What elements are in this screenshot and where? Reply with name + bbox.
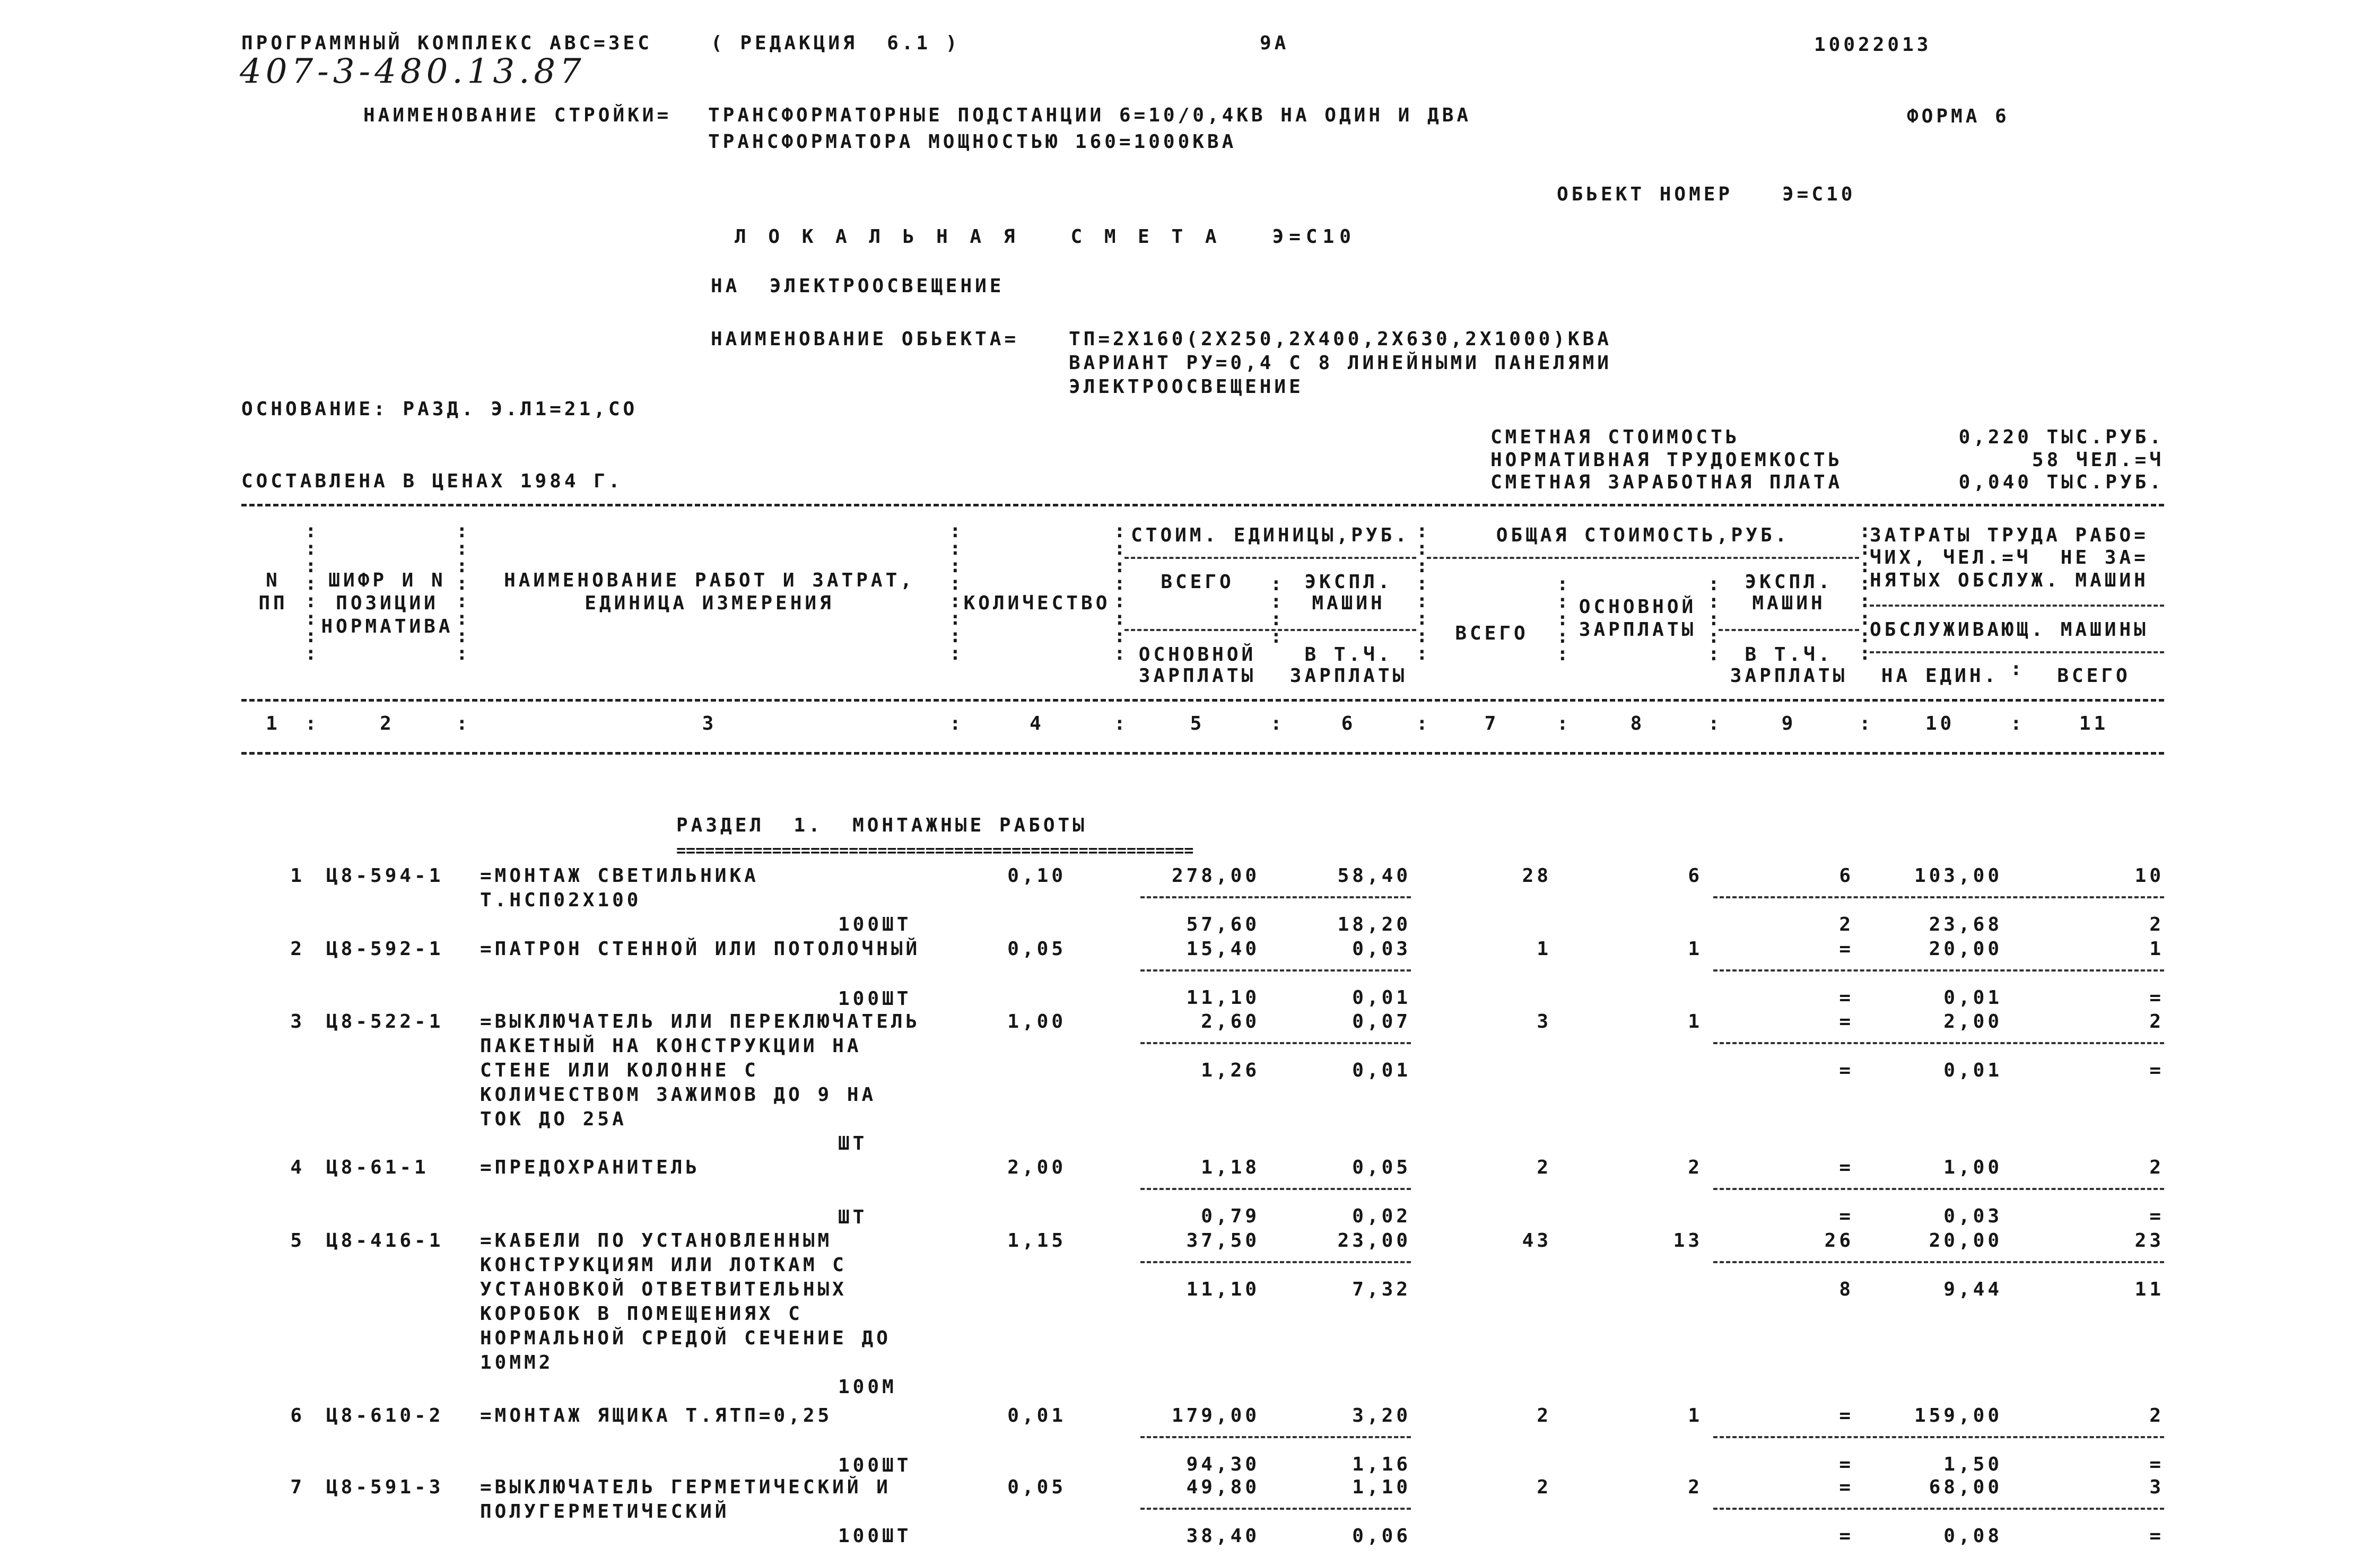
row-6-unit-salary: 94,30 [1186, 1454, 1260, 1475]
col-3-head-a: НАИМЕНОВАНИЕ РАБОТ И ЗАТРАТ, [504, 570, 915, 591]
col-separator: : [456, 713, 468, 734]
col-separator: : [1859, 713, 1871, 734]
section-title: РАЗДЕЛ 1. МОНТАЖНЫЕ РАБОТЫ [676, 815, 1087, 836]
row-4-unit-total: 1,18 [1201, 1157, 1260, 1178]
col-number: 8 [1630, 713, 1645, 734]
row-1-machine-salary: 2 [1839, 914, 1854, 935]
object-number-label: ОБЬЕКТ НОМЕР [1557, 183, 1733, 205]
col-6a-head-a: ЭКСПЛ. [1304, 571, 1393, 593]
row-4-total: 2 [1537, 1157, 1551, 1178]
row-2-unit-total: 15,40 [1186, 938, 1260, 960]
row-4-code: Ц8-61-1 [326, 1157, 429, 1178]
basis: ОСНОВАНИЕ: РАЗД. Э.Л1=21,СО [241, 398, 638, 420]
row-5-qty: 1,15 [1007, 1230, 1066, 1252]
row-5-name-line: КОРОБОК В ПОМЕЩЕНИЯХ С [480, 1303, 803, 1325]
row-1-total-machines: 6 [1839, 865, 1854, 887]
col-separator: : : : : : : : : [305, 520, 317, 664]
row-7-machine-salary: = [1839, 1525, 1854, 1547]
row-3-name-line: КОЛИЧЕСТВОМ ЗАЖИМОВ ДО 9 НА [480, 1084, 877, 1106]
row-6-unit-total: 179,00 [1171, 1405, 1260, 1427]
col-separator: : [305, 713, 317, 734]
row-5-name-line: УСТАНОВКОЙ ОТВЕТВИТЕЛЬНЫХ [480, 1279, 847, 1300]
row-4-labor-unit-2: 0,03 [1943, 1205, 2002, 1227]
row-2-total-machines: = [1839, 938, 1854, 960]
row-4-qty: 2,00 [1007, 1157, 1066, 1178]
row-4-labor-total: 2 [2149, 1157, 2164, 1178]
row-5-name-line: КОНСТРУКЦИЯМ ИЛИ ЛОТКАМ С [480, 1254, 847, 1276]
col-separator: : : : : [1270, 573, 1282, 648]
col-number: 10 [1925, 713, 1955, 734]
object-name-line-1: ТП=2Х160(2Х250,2Х400,2Х630,2Х1000)КВА [1069, 328, 1612, 350]
row-2-qty: 0,05 [1007, 938, 1066, 960]
col-8-head-a: ОСНОВНОЙ [1579, 596, 1697, 618]
row-5-unit-salary: 11,10 [1186, 1279, 1260, 1300]
row-1-unit-salary: 57,60 [1186, 914, 1260, 935]
row-6-labor-total: 2 [2149, 1405, 2164, 1427]
object-number: Э=С10 [1782, 183, 1856, 205]
col-9a-head-a: ЭКСПЛ. [1745, 571, 1833, 593]
col-2-head-c: НОРМАТИВА [321, 616, 454, 637]
estimate-title: Л О К А Л Ь Н А Я С М Е Т А Э=С10 [735, 226, 1356, 248]
construction-line-1: ТРАНСФОРМАТОРНЫЕ ПОДСТАНЦИИ 6=10/0,4КВ НА ОДИН И ДВА [708, 104, 1472, 126]
row-3-unit-of-measure: ШТ [838, 1133, 868, 1154]
summary-value-labor: 58 ЧЕЛ.=Ч [2032, 449, 2164, 471]
handwritten-number: 407-3-480.13.87 [240, 52, 586, 91]
row-7-code: Ц8-591-3 [326, 1476, 444, 1498]
col-number: 11 [2079, 713, 2109, 734]
row-2-number: 2 [290, 938, 305, 960]
row-1-number: 1 [290, 865, 305, 887]
row-5-total-machines: 26 [1824, 1230, 1854, 1252]
col-separator: : : : : : : : : [949, 520, 961, 664]
row-7-number: 7 [290, 1476, 305, 1498]
col-separator: : : : : : [1708, 573, 1720, 665]
object-name-line-2: ВАРИАНТ РУ=0,4 С 8 ЛИНЕЙНЫМИ ПАНЕЛЯМИ [1069, 352, 1612, 374]
row-3-qty: 1,00 [1007, 1011, 1066, 1033]
unit-cost-head: СТОИМ. ЕДИНИЦЫ,РУБ. [1131, 524, 1410, 546]
row-6-total-salary: 1 [1688, 1405, 1703, 1427]
edition: ( РЕДАКЦИЯ 6.1 ) [711, 32, 961, 54]
col-number: 6 [1341, 713, 1356, 734]
col-10-head: НА ЕДИН. [1881, 665, 1999, 687]
row-7-total-machines: = [1839, 1476, 1854, 1498]
row-2-unit-machine-salary: 0,01 [1352, 987, 1411, 1009]
row-5-labor-unit: 20,00 [1929, 1230, 2002, 1252]
row-7-unit-machines: 1,10 [1352, 1476, 1411, 1498]
summary-value-cost: 0,220 ТЫС.РУБ. [1958, 426, 2164, 448]
row-1-labor-unit: 103,00 [1914, 865, 2002, 887]
col-separator: : [1708, 713, 1720, 734]
row-1-unit-total: 278,00 [1171, 865, 1260, 887]
row-7-labor-unit: 68,00 [1929, 1476, 2002, 1498]
row-5-total-salary: 13 [1673, 1230, 1703, 1252]
row-7-sub-rule [1140, 1508, 1411, 1510]
col-5b-head-b: ЗАРПЛАТЫ [1138, 665, 1257, 687]
col-2-head-a: ШИФР И N [328, 570, 446, 591]
row-3-sub-rule [1140, 1042, 1411, 1044]
row-3-unit-salary: 1,26 [1201, 1060, 1260, 1081]
row-2-unit-salary: 11,10 [1186, 987, 1260, 1009]
row-4-name-line: =ПРЕДОХРАНИТЕЛЬ [480, 1157, 701, 1178]
object-name-label: НАИМЕНОВАНИЕ ОБЬЕКТА= [711, 328, 1019, 350]
row-3-total-salary: 1 [1688, 1011, 1703, 1033]
row-7-unit-of-measure: 100ШТ [838, 1525, 912, 1547]
col-6b-head-b: ЗАРПЛАТЫ [1289, 665, 1408, 687]
row-5-total: 43 [1522, 1230, 1551, 1252]
row-6-sub-rule [1140, 1436, 1411, 1438]
page-mark: 9А [1260, 32, 1289, 54]
row-1-sub-rule [1713, 896, 2164, 898]
col-separator: : [1557, 713, 1568, 734]
row-5-sub-rule [1140, 1261, 1411, 1263]
row-5-name-line: =КАБЕЛИ ПО УСТАНОВЛЕННЫМ [480, 1230, 833, 1252]
row-4-labor-total-2: = [2149, 1205, 2164, 1227]
row-6-total-machines: = [1839, 1405, 1854, 1427]
row-6-unit-machine-salary: 1,16 [1352, 1454, 1411, 1475]
row-4-sub-rule [1140, 1188, 1411, 1190]
total-cost-head: ОБЩАЯ СТОИМОСТЬ,РУБ. [1496, 524, 1790, 546]
col-3-head-b: ЕДИНИЦА ИЗМЕРЕНИЯ [585, 592, 834, 614]
summary-label-labor: НОРМАТИВНАЯ ТРУДОЕМКОСТЬ [1490, 449, 1843, 471]
row-3-unit-total: 2,60 [1201, 1011, 1260, 1033]
row-6-qty: 0,01 [1007, 1405, 1066, 1427]
program-name: ПРОГРАММНЫЙ КОМПЛЕКС АВС=3ЕС [241, 32, 652, 54]
object-name-line-3: ЭЛЕКТРООСВЕЩЕНИЕ [1069, 376, 1304, 398]
summary-value-salary: 0,040 ТЫС.РУБ. [1958, 471, 2164, 493]
row-3-labor-unit-2: 0,01 [1943, 1060, 2002, 1081]
header-bottom-rule [241, 699, 2164, 702]
row-7-name-line: =ВЫКЛЮЧАТЕЛЬ ГЕРМЕТИЧЕСКИЙ И [480, 1476, 891, 1498]
row-5-unit-machine-salary: 7,32 [1352, 1279, 1411, 1300]
row-5-unit-machines: 23,00 [1337, 1230, 1411, 1252]
row-2-total-salary: 1 [1688, 938, 1703, 960]
row-2-machine-salary: = [1839, 987, 1854, 1009]
summary-label-salary: СМЕТНАЯ ЗАРАБОТНАЯ ПЛАТА [1490, 471, 1843, 493]
row-1-labor-unit-2: 23,68 [1929, 914, 2002, 935]
labor-rule-2 [1870, 651, 2164, 653]
row-2-code: Ц8-592-1 [326, 938, 444, 960]
row-1-unit-machines: 58,40 [1337, 865, 1411, 887]
estimate-subject: НА ЭЛЕКТРООСВЕЩЕНИЕ [711, 275, 1005, 297]
row-1-unit-of-measure: 100ШТ [838, 914, 912, 935]
col-separator: : [949, 713, 961, 734]
row-7-unit-machine-salary: 0,06 [1352, 1525, 1411, 1547]
row-2-labor-total-2: = [2149, 987, 2164, 1009]
col-separator: : [2010, 658, 2022, 680]
col-9a-head-b: МАШИН [1752, 592, 1826, 614]
col-5a-head: ВСЕГО [1161, 571, 1234, 593]
row-7-total-salary: 2 [1688, 1476, 1703, 1498]
labor-head-1: ЗАТРАТЫ ТРУДА РАБО= [1870, 524, 2149, 546]
row-4-total-machines: = [1839, 1157, 1854, 1178]
col-5b-head-a: ОСНОВНОЙ [1138, 644, 1257, 666]
col-6a-head-b: МАШИН [1312, 592, 1385, 614]
row-2-labor-unit-2: 0,01 [1943, 987, 2002, 1009]
section-underline: ====================================================== [676, 842, 1194, 860]
row-3-code: Ц8-522-1 [326, 1011, 444, 1033]
form-label: ФОРМА 6 [1907, 106, 2010, 127]
col-number: 7 [1484, 713, 1500, 734]
row-6-machine-salary: = [1839, 1454, 1854, 1475]
row-6-sub-rule [1713, 1436, 2164, 1438]
row-7-qty: 0,05 [1007, 1476, 1066, 1498]
row-7-labor-unit-2: 0,08 [1943, 1525, 2002, 1547]
row-7-unit-salary: 38,40 [1186, 1525, 1260, 1547]
row-3-total: 3 [1537, 1011, 1551, 1033]
col-number: 2 [380, 713, 395, 734]
col-1-head-b: ПП [258, 592, 288, 614]
labor-head-2: ЧИХ, ЧЕЛ.=Ч НЕ ЗА= [1870, 547, 2149, 568]
col-separator: : [1270, 713, 1282, 734]
row-3-name-line: =ВЫКЛЮЧАТЕЛЬ ИЛИ ПЕРЕКЛЮЧАТЕЛЬ [480, 1011, 921, 1033]
row-1-total-salary: 6 [1688, 865, 1703, 887]
row-4-sub-rule [1713, 1188, 2164, 1190]
row-4-number: 4 [290, 1157, 305, 1178]
col-9b-head-a: В Т.Ч. [1745, 644, 1833, 666]
row-1-sub-rule [1140, 896, 1411, 898]
row-1-total: 28 [1522, 865, 1551, 887]
row-1-qty: 0,10 [1007, 865, 1066, 887]
row-5-unit-total: 37,50 [1186, 1230, 1260, 1252]
col-separator: : [1114, 713, 1126, 734]
row-4-machine-salary: = [1839, 1205, 1854, 1227]
col-1-head-a: N [266, 570, 281, 591]
row-2-unit-of-measure: 100ШТ [838, 988, 912, 1010]
col-separator: : : : : : : : : [1416, 520, 1428, 664]
row-5-unit-of-measure: 100М [838, 1376, 897, 1398]
row-6-unit-of-measure: 100ШТ [838, 1455, 912, 1476]
row-3-machine-salary: = [1839, 1060, 1854, 1081]
row-3-name-line: СТЕНЕ ИЛИ КОЛОННЕ С [480, 1060, 759, 1081]
table-top-rule [241, 504, 2164, 506]
col-separator: : : : : : : : : [1114, 520, 1126, 664]
row-7-total: 2 [1537, 1476, 1551, 1498]
construction-label: НАИМЕНОВАНИЕ СТРОЙКИ= [363, 104, 672, 126]
total-cost-rule [1427, 557, 1859, 559]
row-2-name-line: =ПАТРОН СТЕННОЙ ИЛИ ПОТОЛОЧНЫЙ [480, 938, 921, 960]
col-separator: : : : : : : : : [456, 520, 468, 664]
row-3-labor-total: 2 [2149, 1011, 2164, 1033]
labor-head-4: ОБСЛУЖИВАЮЩ. МАШИНЫ [1870, 619, 2149, 641]
col-separator: : : : : : : : : [1859, 520, 1871, 664]
row-2-labor-unit: 20,00 [1929, 938, 2002, 960]
row-5-labor-unit-2: 9,44 [1943, 1279, 2002, 1300]
row-2-sub-rule [1713, 969, 2164, 972]
row-3-total-machines: = [1839, 1011, 1854, 1033]
row-6-labor-total-2: = [2149, 1454, 2164, 1475]
row-6-total: 2 [1537, 1405, 1551, 1427]
row-4-unit-of-measure: ШТ [838, 1206, 868, 1228]
row-5-labor-total: 23 [2134, 1230, 2164, 1252]
col-number: 9 [1781, 713, 1797, 734]
row-4-total-salary: 2 [1688, 1157, 1703, 1178]
row-3-unit-machine-salary: 0,01 [1352, 1060, 1411, 1081]
row-7-labor-total: 3 [2149, 1476, 2164, 1498]
row-5-code: Ц8-416-1 [326, 1230, 444, 1252]
row-4-unit-machines: 0,05 [1352, 1157, 1411, 1178]
row-1-name-line: Т.НСП02Х100 [480, 889, 642, 911]
row-6-name-line: =МОНТАЖ ЯЩИКА Т.ЯТП=0,25 [480, 1405, 833, 1427]
row-3-name-line: ТОК ДО 25А [480, 1108, 627, 1130]
labor-rule-1 [1870, 605, 2164, 607]
row-1-labor-total: 10 [2134, 865, 2164, 887]
summary-label-cost: СМЕТНАЯ СТОИМОСТЬ [1490, 426, 1740, 448]
prices-year: СОСТАВЛЕНА В ЦЕНАХ 1984 Г. [241, 470, 623, 492]
row-1-unit-machine-salary: 18,20 [1337, 914, 1411, 935]
col-separator: : : : : : [1557, 573, 1568, 665]
row-6-number: 6 [290, 1405, 305, 1427]
row-5-name-line: 10ММ2 [480, 1352, 554, 1373]
col-separator: : [1416, 713, 1428, 734]
row-5-number: 5 [290, 1230, 305, 1252]
unit-cost-rule [1124, 557, 1416, 559]
row-3-unit-machines: 0,07 [1352, 1011, 1411, 1033]
row-7-labor-total-2: = [2149, 1525, 2164, 1547]
row-3-labor-unit: 2,00 [1943, 1011, 2002, 1033]
row-1-labor-total-2: 2 [2149, 914, 2164, 935]
row-2-labor-total: 1 [2149, 938, 2164, 960]
col-9-mid-rule [1719, 629, 1859, 631]
row-7-sub-rule [1713, 1508, 2164, 1510]
row-4-labor-unit: 1,00 [1943, 1157, 2002, 1178]
row-2-sub-rule [1140, 969, 1411, 972]
doc-code: 10022013 [1814, 34, 1932, 56]
col-separator: : [2010, 713, 2022, 734]
col-8-head-b: ЗАРПЛАТЫ [1579, 619, 1697, 641]
row-4-unit-salary: 0,79 [1201, 1205, 1260, 1227]
row-6-code: Ц8-610-2 [326, 1405, 444, 1427]
row-5-sub-rule [1713, 1261, 2164, 1263]
numbers-bottom-rule [241, 752, 2164, 755]
unit-cost-mid-rule [1124, 629, 1416, 631]
row-3-sub-rule [1713, 1042, 2164, 1044]
row-3-number: 3 [290, 1011, 305, 1033]
row-7-name-line: ПОЛУГЕРМЕТИЧЕСКИЙ [480, 1501, 730, 1523]
col-6b-head-a: В Т.Ч. [1304, 644, 1393, 666]
row-5-name-line: НОРМАЛЬНОЙ СРЕДОЙ СЕЧЕНИЕ ДО [480, 1327, 891, 1349]
col-number: 5 [1190, 713, 1205, 734]
row-5-machine-salary: 8 [1839, 1279, 1854, 1300]
col-9b-head-b: ЗАРПЛАТЫ [1730, 665, 1848, 687]
row-3-labor-total-2: = [2149, 1060, 2164, 1081]
col-number: 1 [266, 713, 281, 734]
row-5-labor-total-2: 11 [2134, 1279, 2164, 1300]
row-6-unit-machines: 3,20 [1352, 1405, 1411, 1427]
row-6-labor-unit: 159,00 [1914, 1405, 2002, 1427]
col-11-head: ВСЕГО [2057, 665, 2131, 687]
col-4-head: КОЛИЧЕСТВО [963, 592, 1111, 614]
col-2-head-b: ПОЗИЦИИ [336, 592, 439, 614]
row-3-name-line: ПАКЕТНЫЙ НА КОНСТРУКЦИИ НА [480, 1035, 862, 1057]
construction-line-2: ТРАНСФОРМАТОРА МОЩНОСТЬЮ 160=1000КВА [708, 131, 1237, 153]
row-2-total: 1 [1537, 938, 1551, 960]
row-4-unit-machine-salary: 0,02 [1352, 1205, 1411, 1227]
row-6-labor-unit-2: 1,50 [1943, 1454, 2002, 1475]
col-number: 4 [1030, 713, 1044, 734]
labor-head-3: НЯТЫХ ОБСЛУЖ. МАШИН [1870, 570, 2149, 591]
row-1-name-line: =МОНТАЖ СВЕТИЛЬНИКА [480, 865, 759, 887]
row-7-unit-total: 49,80 [1186, 1476, 1260, 1498]
col-number: 3 [702, 713, 717, 734]
row-1-code: Ц8-594-1 [326, 865, 444, 887]
row-2-unit-machines: 0,03 [1352, 938, 1411, 960]
col-7-head: ВСЕГО [1455, 623, 1529, 644]
